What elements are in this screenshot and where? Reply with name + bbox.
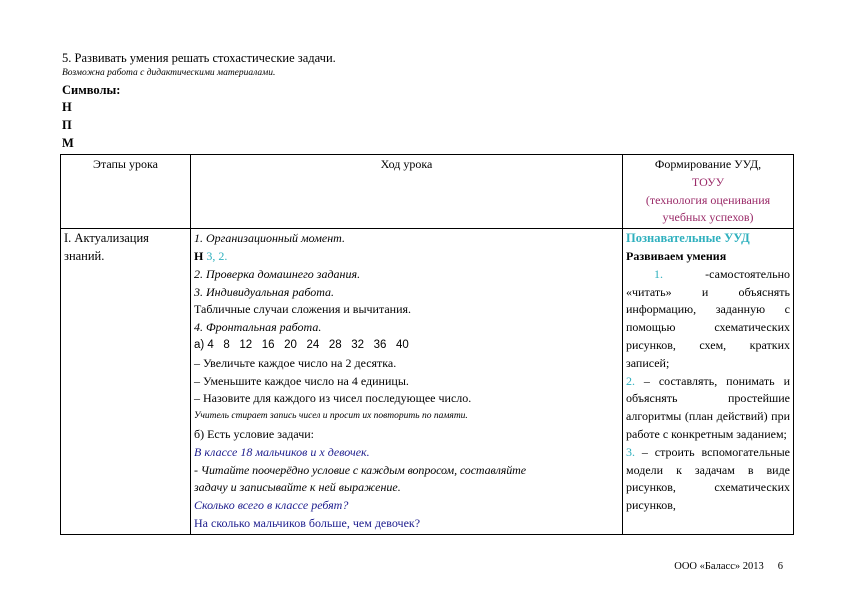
header-uud-line4: учебных успехов) xyxy=(662,210,754,225)
uud-item-3-num: 3. xyxy=(626,444,635,459)
uud-item-1 xyxy=(626,266,790,373)
symbol-p: П xyxy=(62,118,72,132)
header-uud-line2: ТОУУ xyxy=(691,174,725,189)
flow-individual: 3. Индивидуальная работа. xyxy=(194,284,335,299)
flow-symbol-line xyxy=(194,248,619,266)
uud-item-3 xyxy=(626,444,790,515)
symbol-m: М xyxy=(62,136,74,150)
stage-cell xyxy=(61,229,191,535)
uud-item-2-num: 2. xyxy=(626,373,635,388)
symbol-n: Н xyxy=(62,100,72,114)
flow-symbol-n: Н xyxy=(194,248,204,263)
header-flow-label: Ход урока xyxy=(380,157,433,171)
table-row xyxy=(61,229,794,535)
uud-item-3-text: – строить вспомогательные модели к задачам в виде рисунков, схематических рисунков, xyxy=(626,444,790,513)
flow-teacher-note: Учитель стирает запись чисел и просит их повторить по памяти. xyxy=(194,411,468,422)
flow-question-2: На сколько мальчиков больше, чем девочек? xyxy=(194,515,421,530)
flow-homework: 2. Проверка домашнего задания. xyxy=(194,266,361,281)
lesson-table xyxy=(60,154,794,535)
flow-problem-instruction-2: задачу и записывайте к ней выражение. xyxy=(194,480,401,495)
uud-cell xyxy=(623,229,794,535)
stage-label: I. Актуализация знаний. xyxy=(64,231,149,263)
flow-org-moment: 1. Организационный момент. xyxy=(194,231,345,246)
flow-problem-instruction-1: - Читайте поочерёдно условие с каждым вопросом, составляйте xyxy=(194,462,526,477)
flow-frontal: 4. Фронтальная работа. xyxy=(194,320,322,335)
uud-item-1-num: 1. xyxy=(654,266,663,281)
lesson-note: Возможна работа с дидактическими материалами. xyxy=(62,68,276,78)
flow-symbol-numbers: 3, 2. xyxy=(203,248,228,263)
footer-publisher: ООО «Баласс» 2013 xyxy=(674,561,764,572)
page-number: 6 xyxy=(777,561,783,572)
header-flow xyxy=(191,155,623,229)
flow-cell xyxy=(191,229,623,535)
flow-table-cases: Табличные случаи сложения и вычитания. xyxy=(194,302,412,317)
symbols-label: Символы: xyxy=(62,83,121,97)
header-uud-line1: Формирование УУД, xyxy=(654,157,762,171)
flow-task-decrease: – Уменьшите каждое число на 4 единицы. xyxy=(194,373,409,388)
flow-task-increase: – Увеличьте каждое число на 2 десятка. xyxy=(194,355,397,370)
uud-title: Познавательные УУД xyxy=(626,231,750,246)
flow-number-row: а) 4 8 12 16 20 24 28 32 36 40 xyxy=(194,338,409,351)
header-stages xyxy=(61,155,191,229)
flow-task-next: – Назовите для каждого из чисел последующее число. xyxy=(194,391,472,406)
flow-question-1: Сколько всего в классе ребят? xyxy=(194,498,349,513)
flow-problem-intro: б) Есть условие задачи: xyxy=(194,426,315,441)
flow-problem-condition: В классе 18 мальчиков и x девочек. xyxy=(194,444,370,459)
header-stages-label: Этапы урока xyxy=(93,157,158,171)
uud-item-2-text: – составлять, понимать и объяснять простейшие алгоритмы (план действий) при работе с конкретным заданием; xyxy=(626,373,790,441)
header-uud xyxy=(623,155,794,229)
uud-item-1-text: -самостоятельно «читать» и объяснять информацию, заданную с помощью схематических рисунков, схем, кратких записей; xyxy=(626,266,790,370)
page-footer xyxy=(674,561,783,572)
lesson-goal: 5. Развивать умения решать стохастические задачи. xyxy=(62,51,336,65)
uud-item-2 xyxy=(626,373,790,444)
table-header-row xyxy=(61,155,794,229)
uud-develop: Развиваем умения xyxy=(626,248,727,263)
header-uud-line3: (технология оценивания xyxy=(645,192,771,207)
